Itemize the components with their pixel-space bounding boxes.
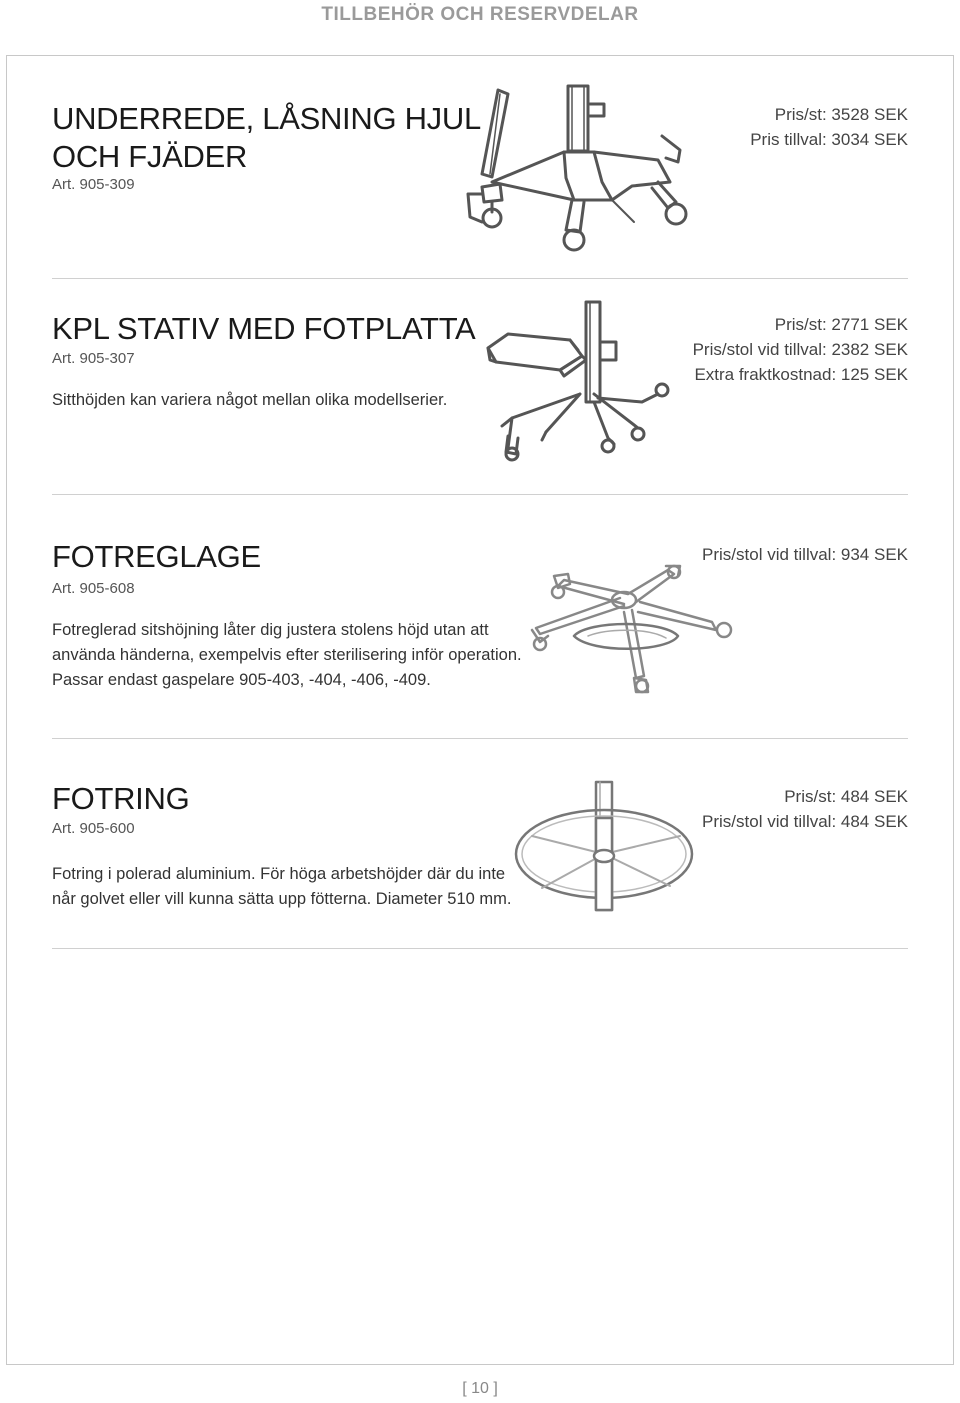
article-number: Art. 905-307 [52, 350, 135, 367]
divider [52, 948, 908, 949]
divider [52, 738, 908, 739]
price-line: Extra fraktkostnad: 125 SEK [694, 365, 908, 384]
product-title [52, 538, 261, 576]
title-line: FOTRING [52, 781, 190, 816]
stand-with-footplate-icon [482, 298, 672, 468]
foot-ring-icon [512, 778, 698, 918]
divider [52, 494, 908, 495]
price-line: Pris/stol vid tillval: 484 SEK [702, 812, 908, 831]
price-line: Pris/stol vid tillval: 2382 SEK [692, 340, 908, 359]
description-line: Fotreglerad sitshöjning låter dig justera stolens höjd utan att [52, 621, 489, 639]
foot-control-base-icon [528, 558, 744, 698]
price-list [702, 784, 908, 834]
description-line: Fotring i polerad aluminium. För höga arbetshöjder där du inte [52, 865, 506, 883]
title-line: UNDERREDE, LÅSNING HJUL [52, 101, 481, 136]
title-line: FOTREGLAGE [52, 539, 261, 574]
page-number: [ 10 ] [462, 1380, 498, 1397]
price-line: Pris tillval: 3034 SEK [750, 130, 908, 149]
price-list [750, 102, 908, 152]
price-line: Pris/stol vid tillval: 934 SEK [702, 545, 908, 564]
description-line: Sitthöjden kan variera något mellan olika modellserier. [52, 391, 448, 409]
price-line: Pris/st: 484 SEK [784, 787, 908, 806]
page-header: TILLBEHÖR OCH RESERVDELAR [321, 4, 639, 25]
divider [52, 278, 908, 279]
price-list [693, 312, 908, 387]
article-number: Art. 905-309 [52, 176, 135, 193]
price-line: Pris/st: 2771 SEK [774, 315, 908, 334]
product-title [52, 100, 481, 176]
price-line: Pris/st: 3528 SEK [774, 105, 908, 124]
title-line: KPL STATIV MED FOTPLATTA [52, 311, 476, 346]
product-description [52, 618, 522, 693]
product-title [52, 310, 475, 348]
product-description [52, 388, 522, 413]
chair-base-with-lever-icon [462, 82, 692, 254]
description-line: Passar endast gaspelare 905-403, -404, -406, -409. [52, 671, 431, 689]
title-line: OCH FJÄDER [52, 139, 248, 174]
product-description [52, 862, 522, 912]
description-line: når golvet eller vill kunna sätta upp fötterna. Diameter 510 mm. [52, 890, 512, 908]
description-line: använda händerna, exempelvis efter sterilisering inför operation. [52, 646, 522, 664]
article-number: Art. 905-600 [52, 820, 135, 837]
article-number: Art. 905-608 [52, 580, 135, 597]
product-title [52, 780, 189, 818]
